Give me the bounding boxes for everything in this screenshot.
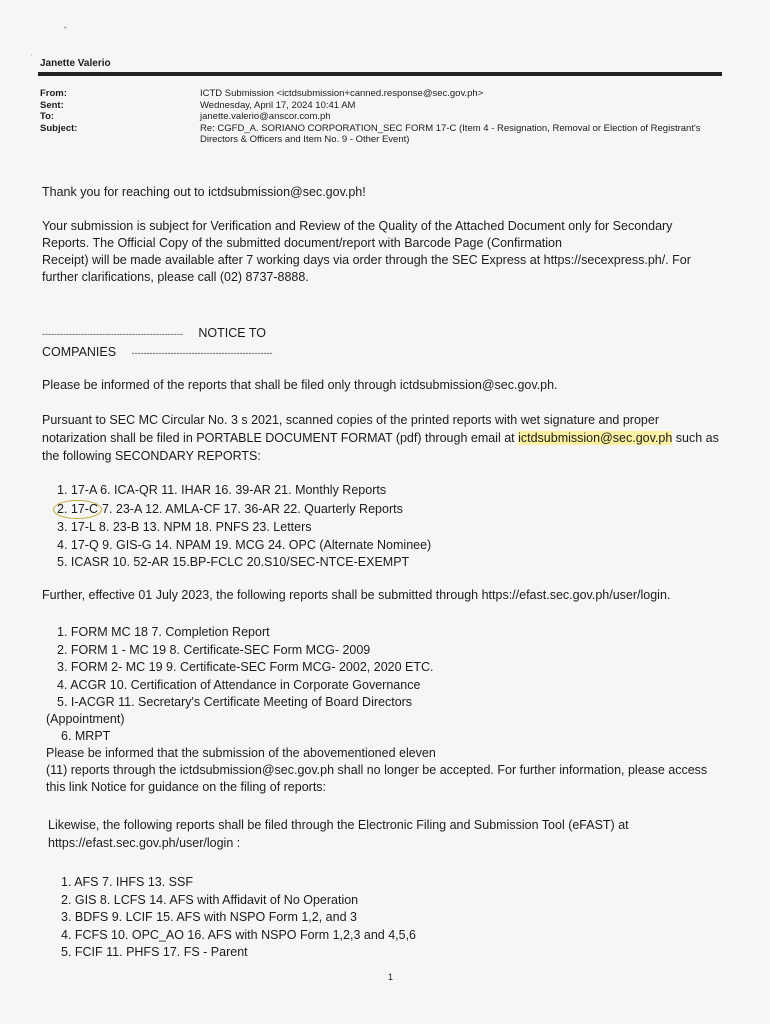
eleven-line-2: (11) reports through the ictdsubmission@sec.gov.ph shall no longer be accepted. For further information, please access (46, 763, 708, 777)
submission-line-3: Receipt) will be made available after 7 working days via order through the SEC Express at https://secexpress.ph/. For (42, 253, 691, 267)
list-item: 3. 17-L 8. 23-B 13. NPM 18. PNFS 23. Letters (57, 520, 312, 534)
further-text: Further, effective 01 July 2023, the following reports shall be submitted through https://efast.sec.gov.ph/user/login. (42, 588, 671, 602)
submission-paragraph (42, 218, 732, 286)
eleven-line-1: Please be informed that the submission of the abovementioned eleven (46, 746, 436, 760)
notice-heading (42, 324, 732, 362)
submission-line-1: Your submission is subject for Verification and Review of the Quality of the Attached Document only for Secondary (42, 219, 673, 233)
list-item: 5. I-ACGR 11. Secretary's Certificate Meeting of Board Directors (57, 695, 413, 709)
page-number: 1 (388, 972, 394, 982)
list-item: 3. FORM 2- MC 19 9. Certificate-SEC Form MCG- 2002, 2020 ETC. (57, 660, 434, 674)
list-item: 1. FORM MC 18 7. Completion Report (57, 625, 270, 639)
notice-companies: COMPANIES (42, 345, 117, 359)
list-item: 5. FCIF 11. PHFS 17. FS - Parent (61, 945, 248, 959)
further-paragraph (42, 586, 732, 604)
pursuant-paragraph (42, 411, 732, 465)
scan-mark: ' (31, 54, 33, 61)
notice-dashes-left: ----------------------------------------------- (42, 329, 183, 339)
pursuant-line-2a: notarization shall be filed in PORTABLE DOCUMENT FORMAT (pdf) through email at (42, 431, 519, 445)
likewise-line-2: https://efast.sec.gov.ph/user/login : (48, 836, 241, 850)
sender-name: Janette Valerio (40, 58, 111, 69)
subject-value: Re: CGFD_A. SORIANO CORPORATION_SEC FORM 17-C (Item 4 - Resignation, Removal or Election of Registrant's Directors & Officers and Item No. 9 - Other Event) (200, 122, 701, 145)
to-label: To: (40, 111, 55, 122)
header-rule (38, 72, 722, 76)
sent-label: Sent: (40, 99, 64, 111)
pursuant-line-1: Pursuant to SEC MC Circular No. 3 s 2021, scanned copies of the printed reports with wet signature and proper (42, 413, 659, 427)
list-item: 4. ACGR 10. Certification of Attendance in Corporate Governance (57, 677, 421, 692)
informed-paragraph (42, 376, 732, 394)
thanks-paragraph (42, 183, 732, 201)
eleven-line-3: this link Notice for guidance on the filing of reports: (46, 780, 327, 794)
mrpt-item: 6. MRPT (61, 729, 111, 743)
secondary-reports-list (42, 482, 732, 572)
list-item: 2. FORM 1 - MC 19 8. Certificate-SEC Form MCG- 2009 (57, 642, 371, 657)
afs-reports-list (46, 874, 736, 962)
list-item: 1. AFS 7. IHFS 13. SSF (61, 875, 193, 889)
list-item: 4. 17-Q 9. GIS-G 14. NPAM 19. MCG 24. OPC (Alternate Nominee) (57, 537, 432, 552)
from-label: From: (40, 88, 67, 99)
pursuant-line-3: the following SECONDARY REPORTS: (42, 449, 261, 463)
list-item: 1. 17-A 6. ICA-QR 11. IHAR 16. 39-AR 21. Monthly Reports (57, 483, 387, 497)
list-item: 3. BDFS 9. LCIF 15. AFS with NSPO Form 1,2, and 3 (61, 910, 357, 924)
subject-label: Subject: (40, 122, 78, 134)
efast-reports-list (42, 624, 732, 712)
likewise-line-1: Likewise, the following reports shall be filed through the Electronic Filing and Submission Tool (eFAST) at (48, 818, 629, 832)
list-item (42, 500, 732, 520)
from-value: ICTD Submission <ictdsubmission+canned.response@sec.gov.ph> (200, 88, 484, 99)
header-labels (40, 88, 77, 134)
list-item: 4. FCFS 10. OPC_AO 16. AFS with NSPO Form 1,2,3 and 4,5,6 (61, 927, 417, 942)
pursuant-line-2b: such as (672, 431, 719, 445)
submission-line-2: Reports. The Official Copy of the submitted document/report with Barcode Page (Confirmation (42, 236, 562, 250)
list-item: 2. GIS 8. LCFS 14. AFS with Affidavit of No Operation (61, 892, 359, 907)
highlighted-email: ictdsubmission@sec.gov.ph (518, 431, 673, 445)
likewise-paragraph (48, 816, 738, 852)
list-item-text: 7. 23-A 12. AMLA-CF 17. 36-AR 22. Quarterly Reports (102, 501, 403, 516)
to-value: janette.valerio@anscor.com.ph (200, 111, 331, 122)
circled-item: 2. 17-C (53, 500, 102, 520)
appointment-text: (Appointment) (46, 712, 125, 726)
notice-title: NOTICE TO (198, 326, 266, 340)
submission-line-4: further clarifications, please call (02) 8737-8888. (42, 270, 309, 284)
list-item: 5. ICASR 10. 52-AR 15.BP-FCLC 20.S10/SEC-NTCE-EXEMPT (57, 555, 410, 569)
informed-text: Please be informed of the reports that shall be filed only through ictdsubmission@sec.gov.ph. (42, 378, 558, 392)
notice-dashes-right: ----------------------------------------------- (131, 348, 273, 358)
scan-speck: • (64, 25, 67, 32)
sent-value: Wednesday, April 17, 2024 10:41 AM (200, 99, 356, 111)
thanks-text: Thank you for reaching out to ictdsubmission@sec.gov.ph! (42, 185, 366, 199)
header-values (200, 88, 720, 146)
efast-continuation (46, 711, 736, 796)
